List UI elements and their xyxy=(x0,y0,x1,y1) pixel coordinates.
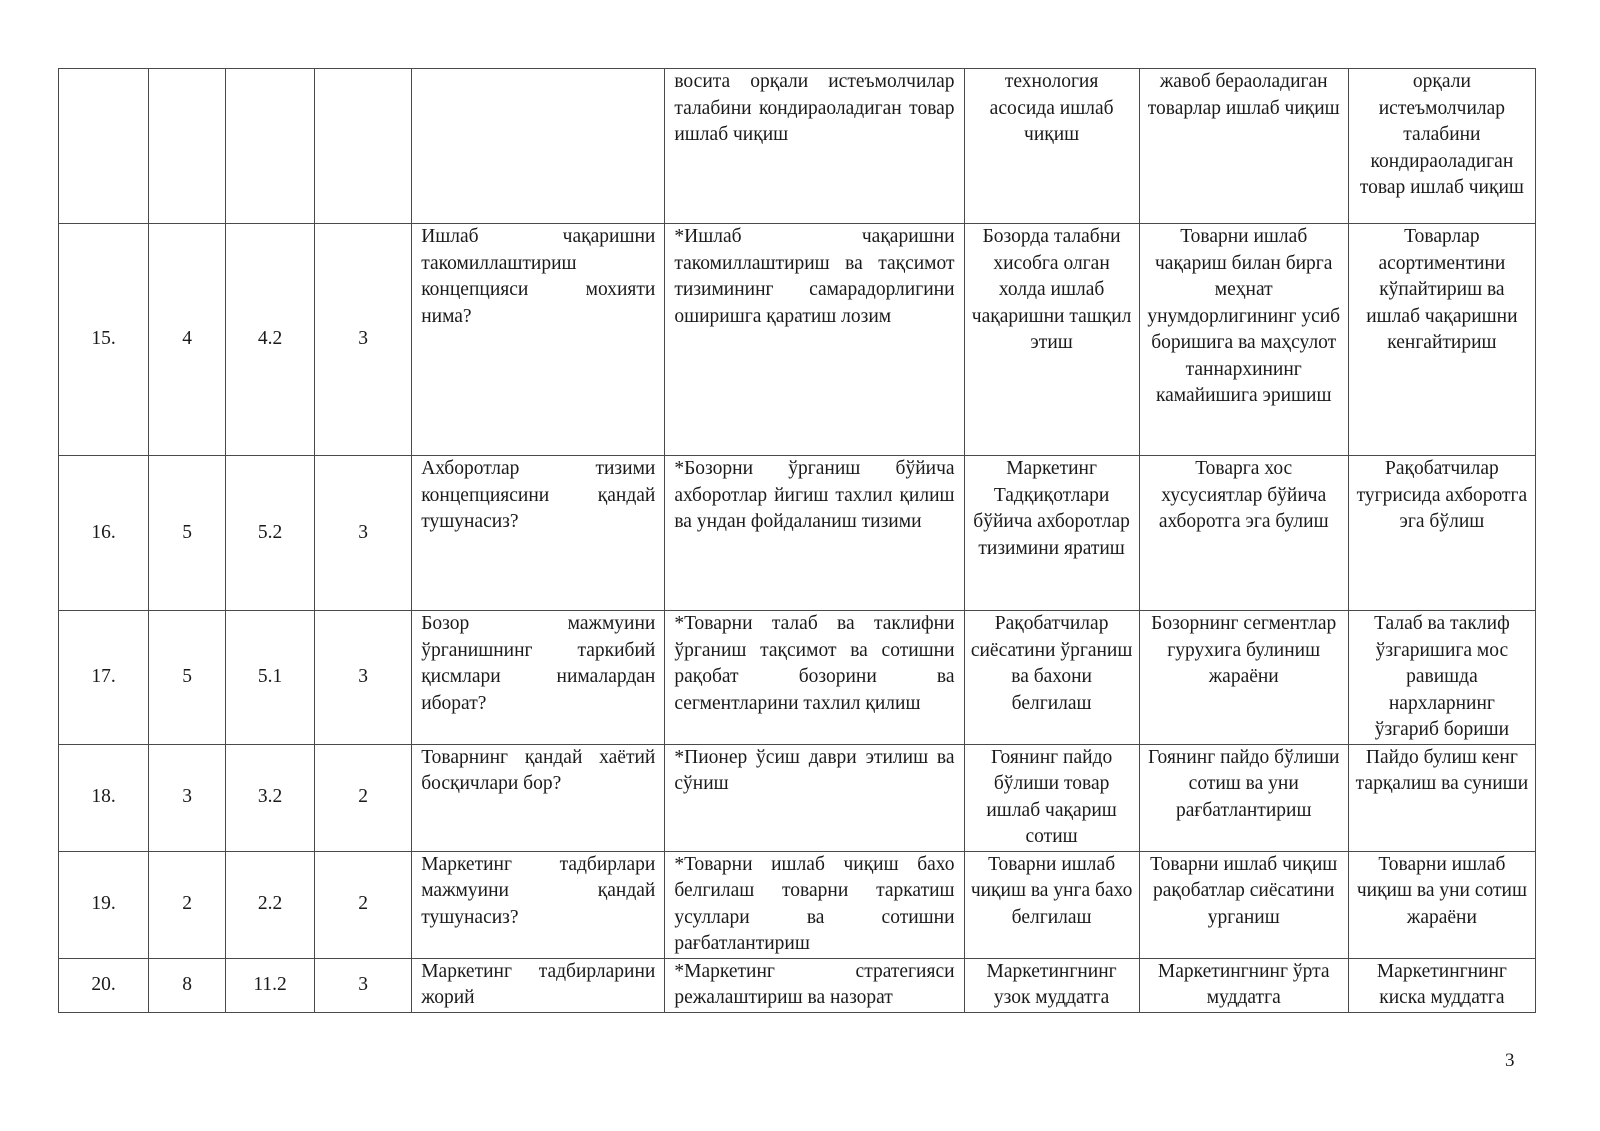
question-text: Маркетинг тадбирлари мажмуини қандай тушунасиз? xyxy=(421,853,656,928)
distractor-3: Пайдо булиш кенг тарқалиш ва суниши xyxy=(1355,746,1529,794)
distractor-1: Гоянинг пайдо бўлиши товар ишлаб чақариш сотиш xyxy=(986,746,1117,847)
difficulty-level: 2 xyxy=(358,786,369,808)
distractor-3-cell xyxy=(1348,611,1535,745)
correct-answer-cell xyxy=(665,958,964,1012)
distractor-1: Маркетингнинг узок муддатга xyxy=(986,960,1117,1008)
table-row xyxy=(59,456,1536,611)
row-number: 15. xyxy=(91,328,116,350)
distractor-2-cell xyxy=(1139,69,1348,224)
difficulty-level-cell xyxy=(315,851,412,958)
table-row xyxy=(59,958,1536,1012)
distractor-1-cell xyxy=(964,224,1139,456)
correct-answer: *Ишлаб чақаришни такомиллаштириш ва тақсимот тизимининг самарадорлигини оширишга қаратиш лозим xyxy=(674,226,955,327)
distractor-2-cell xyxy=(1139,851,1348,958)
correct-answer-cell xyxy=(665,69,964,224)
topic-number: 3 xyxy=(182,786,192,808)
difficulty-level-cell xyxy=(315,958,412,1012)
distractor-2-cell xyxy=(1139,456,1348,611)
table-row xyxy=(59,69,1536,224)
distractor-2: Маркетингнинг ўрта муддатга xyxy=(1157,960,1330,1008)
difficulty-level-cell xyxy=(315,744,412,851)
topic-number-cell xyxy=(149,851,226,958)
difficulty-level: 3 xyxy=(358,973,369,995)
distractor-2: Гоянинг пайдо бўлиши сотиш ва уни рағбатлантириш xyxy=(1148,746,1340,821)
row-number-cell xyxy=(59,456,149,611)
subtopic-number-cell xyxy=(226,958,315,1012)
topic-number: 5 xyxy=(182,521,192,543)
distractor-2: Товарни ишлаб чиқиш рақобатлар сиёсатини урганиш xyxy=(1150,853,1338,928)
distractor-1-cell xyxy=(964,958,1139,1012)
row-number-cell xyxy=(59,851,149,958)
question-text: Товарнинг қандай хаётий босқичлари бор? xyxy=(421,746,656,794)
subtopic-number: 3.2 xyxy=(257,786,283,808)
subtopic-number-cell xyxy=(226,69,315,224)
row-number-cell xyxy=(59,611,149,745)
table-row xyxy=(59,744,1536,851)
row-number: 18. xyxy=(91,786,116,808)
distractor-3-cell xyxy=(1348,851,1535,958)
topic-number-cell xyxy=(149,456,226,611)
correct-answer: *Товарни талаб ва таклифни ўрганиш тақсимот ва сотишни рақобат бозорини ва сегментларини тахлил қилиш xyxy=(674,613,955,714)
question-text: Ишлаб чақаришни такомиллаштириш концепцияси мохияти нима? xyxy=(421,226,656,327)
question-text-cell xyxy=(412,69,665,224)
subtopic-number-cell xyxy=(226,851,315,958)
row-number-cell xyxy=(59,69,149,224)
table-row xyxy=(59,851,1536,958)
row-number: 17. xyxy=(91,666,116,687)
distractor-2: Товарни ишлаб чақариш билан бирга меҳнат унумдорлигининг усиб боришига ва маҳсулот таннархининг камайишига эришиш xyxy=(1147,226,1341,406)
distractor-1-cell xyxy=(964,851,1139,958)
distractor-2-cell xyxy=(1139,224,1348,456)
difficulty-level-cell xyxy=(315,69,412,224)
subtopic-number: 5.2 xyxy=(257,521,283,543)
question-text-cell xyxy=(412,224,665,456)
topic-number: 2 xyxy=(182,893,192,915)
subtopic-number: 4.2 xyxy=(257,328,283,350)
distractor-3-cell xyxy=(1348,456,1535,611)
question-text: Маркетинг тадбирларини жорий xyxy=(421,960,656,1008)
distractor-2-cell xyxy=(1139,611,1348,745)
distractor-1-cell xyxy=(964,456,1139,611)
difficulty-level: 3 xyxy=(358,521,369,543)
difficulty-level-cell xyxy=(315,456,412,611)
distractor-1: Товарни ишлаб чиқиш ва унга бахо белгилаш xyxy=(970,853,1133,928)
distractor-3-cell xyxy=(1348,69,1535,224)
question-text-cell xyxy=(412,958,665,1012)
distractor-3: Товарни ишлаб чиқиш ва уни сотиш жараёни xyxy=(1356,853,1527,928)
distractor-3: орқали истеъмолчилар талабини кондираоладиган товар ишлаб чиқиш xyxy=(1359,71,1524,198)
topic-number-cell xyxy=(149,69,226,224)
row-number: 19. xyxy=(91,893,116,915)
distractor-2: Бозорнинг сегментлар гурухига булиниш жараёни xyxy=(1151,613,1337,687)
difficulty-level-cell xyxy=(315,224,412,456)
correct-answer-cell xyxy=(665,456,964,611)
subtopic-number-cell xyxy=(226,611,315,745)
table-row xyxy=(59,224,1536,456)
correct-answer: *Маркетинг стратегияси режалаштириш ва назорат xyxy=(674,960,955,1008)
question-text-cell xyxy=(412,611,665,745)
row-number-cell xyxy=(59,958,149,1012)
correct-answer-cell xyxy=(665,744,964,851)
topic-number-cell xyxy=(149,958,226,1012)
topic-number-cell xyxy=(149,611,226,745)
topic-number: 8 xyxy=(182,973,192,995)
question-text: Бозор мажмуини ўрганишнинг таркибий қисмлари нималардан иборат? xyxy=(421,613,656,714)
correct-answer: *Товарни ишлаб чиқиш бахо белгилаш товарни таркатиш усуллари ва сотишни рағбатлантириш xyxy=(674,853,955,954)
correct-answer: восита орқали истеъмолчилар талабини кондираоладиган товар ишлаб чиқиш xyxy=(674,71,955,145)
question-text-cell xyxy=(412,851,665,958)
topic-number-cell xyxy=(149,224,226,456)
distractor-1-cell xyxy=(964,744,1139,851)
distractor-2: Товарга хос хусусиятлар бўйича ахборотга эга булиш xyxy=(1158,458,1329,532)
distractor-3: Талаб ва таклиф ўзгаришига мос равишда нархларнинг ўзгариб бориши xyxy=(1374,613,1510,740)
distractor-3: Товарлар асортиментини кўпайтириш ва ишлаб чақаришни кенгайтириш xyxy=(1366,226,1518,353)
question-text: Ахборотлар тизими концепциясини қандай тушунасиз? xyxy=(421,458,656,532)
subtopic-number: 2.2 xyxy=(257,893,283,915)
difficulty-level: 3 xyxy=(358,328,369,350)
distractor-2-cell xyxy=(1139,958,1348,1012)
row-number-cell xyxy=(59,744,149,851)
distractor-3: Рақобатчилар тугрисида ахборотга эга бўлиш xyxy=(1356,458,1528,532)
difficulty-level: 2 xyxy=(358,893,369,915)
correct-answer-cell xyxy=(665,224,964,456)
page-number: 3 xyxy=(1505,1050,1515,1071)
topic-number: 4 xyxy=(182,328,192,350)
distractor-1: Маркетинг Тадқиқотлари бўйича ахборотлар тизимини яратиш xyxy=(973,458,1130,559)
correct-answer: *Бозорни ўрганиш бўйича ахборотлар йигиш тахлил қилиш ва ундан фойдаланиш тизими xyxy=(674,458,955,532)
question-text-cell xyxy=(412,456,665,611)
test-questions-table xyxy=(58,68,1536,1013)
subtopic-number: 11.2 xyxy=(253,973,287,995)
distractor-1: Бозорда талабни хисобга олган холда ишлаб чақаришни ташқил этиш xyxy=(971,226,1132,353)
table-row xyxy=(59,611,1536,745)
difficulty-level: 3 xyxy=(358,666,369,687)
question-text-cell xyxy=(412,744,665,851)
correct-answer: *Пионер ўсиш даври этилиш ва сўниш xyxy=(674,746,955,794)
correct-answer-cell xyxy=(665,611,964,745)
distractor-3-cell xyxy=(1348,224,1535,456)
distractor-2-cell xyxy=(1139,744,1348,851)
row-number: 20. xyxy=(91,973,116,995)
distractor-1: технология асосида ишлаб чиқиш xyxy=(989,71,1114,145)
row-number: 16. xyxy=(91,521,116,543)
subtopic-number-cell xyxy=(226,744,315,851)
subtopic-number: 5.1 xyxy=(257,666,283,687)
subtopic-number-cell xyxy=(226,224,315,456)
distractor-2: жавоб бераоладиган товарлар ишлаб чиқиш xyxy=(1147,71,1340,119)
difficulty-level-cell xyxy=(315,611,412,745)
correct-answer-cell xyxy=(665,851,964,958)
topic-number: 5 xyxy=(182,666,192,687)
distractor-1-cell xyxy=(964,69,1139,224)
distractor-1-cell xyxy=(964,611,1139,745)
subtopic-number-cell xyxy=(226,456,315,611)
distractor-3-cell xyxy=(1348,744,1535,851)
distractor-1: Рақобатчилар сиёсатини ўрганиш ва бахони белгилаш xyxy=(970,613,1133,714)
distractor-3-cell xyxy=(1348,958,1535,1012)
distractor-3: Маркетингнинг киска муддатга xyxy=(1376,960,1507,1008)
row-number-cell xyxy=(59,224,149,456)
topic-number-cell xyxy=(149,744,226,851)
